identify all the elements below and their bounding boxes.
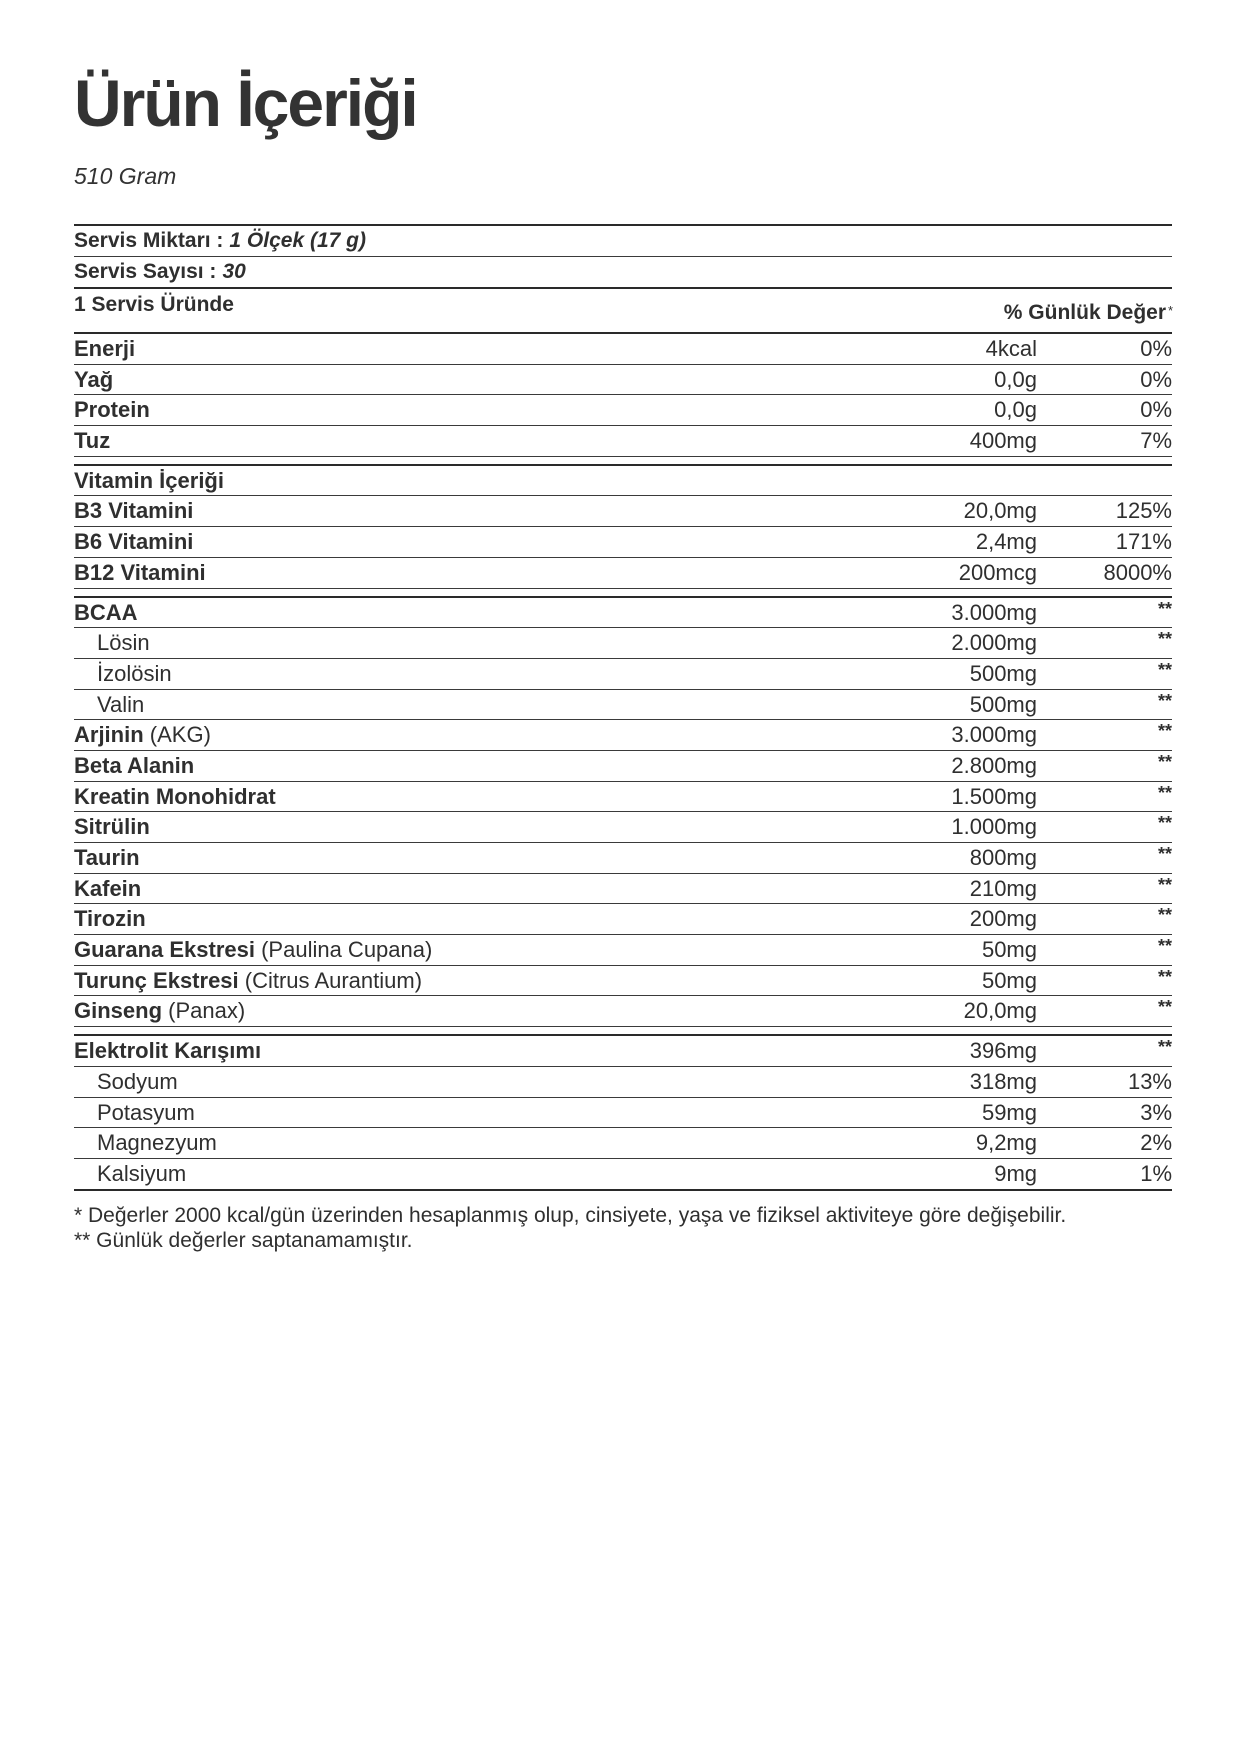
nutrient-daily-value: 2% — [1140, 1130, 1172, 1156]
nutrient-daily-value: ** — [1157, 813, 1172, 834]
section-heading-text: Vitamin İçeriği — [74, 467, 224, 493]
nutrient-row — [74, 426, 1172, 456]
nutrient-name-detail: (Paulina Cupana) — [254, 937, 433, 963]
group-gap — [74, 457, 1172, 464]
nutrient-name: Valin — [97, 691, 145, 717]
nutrient-name-bold: Sitrülin — [74, 814, 150, 840]
nutrient-daily-value: 0% — [1140, 397, 1172, 423]
serving-count-line — [74, 257, 1172, 287]
nutrient-name — [74, 1036, 261, 1066]
nutrient-row — [74, 628, 1172, 658]
nutrient-name-bold: Yağ — [74, 366, 114, 392]
nutrient-name — [74, 751, 194, 781]
nutrient-name-bold: Tirozin — [74, 906, 146, 932]
nutrient-amount: 800mg — [969, 845, 1037, 870]
nutrient-daily-value: ** — [1157, 659, 1172, 680]
nutrient-amount: 9mg — [994, 1160, 1037, 1186]
nutrient-daily-value: ** — [1157, 936, 1172, 957]
nutrient-daily-value: ** — [1157, 997, 1172, 1018]
nutrient-name — [74, 904, 146, 934]
group-gap — [74, 1027, 1172, 1034]
daily-value-header — [1003, 301, 1173, 325]
nutrient-name — [74, 598, 138, 628]
nutrient-name — [74, 996, 245, 1026]
nutrient-amount: 0,0g — [994, 397, 1037, 423]
nutrient-name — [74, 496, 193, 526]
footnote-line: * Değerler 2000 kcal/gün üzerinden hesaplanmış olup, cinsiyete, yaşa ve fiziksel aktiviteye göre değişebilir. — [74, 1203, 1067, 1227]
nutrient-name-bold: Kafein — [74, 875, 142, 901]
nutrient-daily-value: 171% — [1115, 529, 1172, 555]
nutrient-amount: 1.000mg — [951, 814, 1037, 840]
nutrient-name — [74, 334, 135, 364]
nutrient-name — [74, 843, 140, 873]
nutrient-row — [74, 1159, 1172, 1189]
nutrient-amount: 4kcal — [985, 336, 1037, 361]
nutrient-name — [74, 558, 206, 588]
nutrient-amount: 200mcg — [958, 559, 1037, 585]
nutrient-name-bold: Guarana Ekstresi — [74, 937, 255, 963]
nutrient-daily-value: ** — [1157, 721, 1172, 742]
serving-size-line — [74, 226, 1172, 256]
nutrient-daily-value: 3% — [1140, 1099, 1172, 1125]
nutrient-daily-value: ** — [1157, 782, 1172, 803]
nutrient-name-bold: Turunç Ekstresi — [74, 967, 239, 993]
nutrient-amount: 400mg — [969, 428, 1037, 454]
nutrient-row — [74, 935, 1172, 965]
nutrient-name: Magnezyum — [97, 1130, 217, 1156]
nutrient-daily-value: ** — [1157, 751, 1172, 772]
daily-value-header-label: % Günlük Değer — [1003, 301, 1166, 324]
page-title: Ürün İçeriği — [74, 66, 417, 140]
nutrient-row — [74, 365, 1172, 395]
serving-count-label: Servis Sayısı : — [74, 260, 217, 283]
nutrient-daily-value: 125% — [1115, 498, 1172, 524]
nutrient-name: Sodyum — [97, 1068, 178, 1094]
nutrient-amount: 500mg — [969, 660, 1037, 686]
nutrient-name-bold: Enerji — [74, 336, 136, 361]
nutrition-table — [74, 224, 1172, 1253]
nutrient-name-bold: Tuz — [74, 428, 111, 454]
nutrient-daily-value: ** — [1157, 844, 1172, 864]
nutrient-row — [74, 874, 1172, 904]
nutrient-amount: 500mg — [969, 691, 1037, 717]
nutrient-amount: 2,4mg — [975, 529, 1037, 555]
per-serving-header: 1 Servis Üründe — [74, 293, 234, 316]
nutrient-name-bold: Arjinin — [74, 722, 144, 748]
nutrient-row — [74, 395, 1172, 425]
nutrient-name — [74, 874, 141, 904]
nutrient-row — [74, 1098, 1172, 1128]
nutrient-daily-value: ** — [1157, 1037, 1172, 1058]
nutrient-daily-value: ** — [1157, 629, 1172, 650]
nutrient-row — [74, 720, 1172, 750]
nutrient-name — [74, 935, 432, 965]
nutrient-row — [74, 1128, 1172, 1158]
table-header — [74, 289, 1172, 332]
nutrient-name: Potasyum — [97, 1099, 195, 1125]
serving-size-value: 1 Ölçek (17 g) — [229, 229, 366, 252]
nutrient-name: Lösin — [97, 630, 150, 656]
section-heading-row — [74, 466, 1172, 496]
nutrient-name — [74, 395, 150, 425]
package-size: 510 Gram — [74, 163, 177, 189]
nutrient-amount: 1.500mg — [951, 783, 1037, 809]
nutrient-row — [74, 598, 1172, 628]
nutrient-row — [74, 812, 1172, 842]
nutrient-name-bold: B3 Vitamini — [74, 498, 194, 524]
nutrient-name — [74, 365, 113, 395]
nutrient-amount: 50mg — [981, 937, 1037, 963]
nutrient-name-detail: (AKG) — [143, 722, 211, 748]
nutrient-row — [74, 996, 1172, 1026]
nutrient-row — [74, 496, 1172, 526]
nutrient-groups — [74, 334, 1172, 1253]
nutrient-row — [74, 843, 1172, 873]
nutrient-name-detail: (Panax) — [162, 998, 246, 1024]
group-gap — [74, 589, 1172, 596]
nutrient-row — [74, 904, 1172, 934]
nutrient-name: Kalsiyum — [97, 1160, 187, 1186]
nutrient-amount: 2.000mg — [951, 630, 1037, 656]
nutrient-row — [74, 558, 1172, 588]
nutrient-name — [74, 782, 276, 812]
nutrient-name: İzolösin — [97, 660, 172, 686]
nutrient-row — [74, 527, 1172, 557]
nutrient-name-bold: Elektrolit Karışımı — [74, 1038, 262, 1064]
row-divider — [74, 1189, 1172, 1191]
nutrient-amount: 9,2mg — [975, 1130, 1037, 1156]
nutrient-amount: 20,0mg — [963, 498, 1037, 524]
footnote-line: ** Günlük değerler saptanamamıştır. — [74, 1228, 413, 1252]
nutrient-daily-value: ** — [1157, 874, 1172, 895]
nutrient-name-bold: Beta Alanin — [74, 752, 195, 778]
nutrient-row — [74, 690, 1172, 720]
nutrient-name-bold: BCAA — [74, 599, 138, 625]
nutrient-amount: 200mg — [969, 906, 1037, 932]
nutrient-daily-value: ** — [1157, 598, 1172, 619]
nutrient-name-detail: (Citrus Aurantium) — [238, 967, 423, 993]
nutrient-daily-value: ** — [1157, 690, 1172, 711]
nutrient-daily-value: 1% — [1140, 1160, 1172, 1186]
footnotes — [74, 1203, 1172, 1253]
nutrient-amount: 318mg — [969, 1068, 1037, 1094]
nutrient-amount: 59mg — [981, 1099, 1037, 1125]
nutrient-amount: 50mg — [981, 967, 1037, 993]
nutrient-name — [74, 426, 110, 456]
nutrient-amount: 0,0g — [994, 366, 1037, 392]
nutrient-row — [74, 334, 1172, 364]
nutrient-name-bold: B12 Vitamini — [74, 559, 206, 585]
nutrient-daily-value: ** — [1157, 905, 1172, 926]
nutrient-amount: 396mg — [969, 1038, 1037, 1064]
nutrient-amount: 3.000mg — [951, 599, 1037, 625]
nutrient-amount: 2.800mg — [951, 752, 1037, 778]
nutrient-amount: 3.000mg — [951, 722, 1037, 748]
nutrient-row — [74, 966, 1172, 996]
nutrient-daily-value: 7% — [1140, 428, 1172, 454]
nutrient-daily-value: ** — [1157, 966, 1172, 987]
serving-count-value: 30 — [222, 260, 246, 283]
daily-value-footnote-mark: * — [1167, 303, 1173, 318]
nutrient-row — [74, 751, 1172, 781]
section-heading — [74, 466, 224, 496]
nutrient-row — [74, 1036, 1172, 1066]
nutrient-name — [74, 527, 193, 557]
nutrient-name — [74, 720, 211, 750]
nutrient-name-bold: Protein — [74, 397, 150, 423]
nutrient-amount: 210mg — [969, 875, 1037, 901]
nutrient-daily-value: 8000% — [1103, 559, 1172, 585]
nutrient-daily-value: 0% — [1140, 336, 1172, 361]
nutrient-name — [74, 812, 150, 842]
nutrient-row — [74, 1067, 1172, 1097]
nutrient-name — [74, 966, 422, 996]
nutrient-amount: 20,0mg — [963, 998, 1037, 1024]
nutrient-row — [74, 659, 1172, 689]
nutrient-name-bold: Kreatin Monohidrat — [74, 783, 276, 809]
nutrient-daily-value: 13% — [1127, 1068, 1172, 1094]
nutrient-daily-value: 0% — [1140, 366, 1172, 392]
nutrient-name-bold: B6 Vitamini — [74, 529, 194, 555]
nutrient-row — [74, 782, 1172, 812]
nutrient-name-bold: Ginseng — [74, 998, 163, 1024]
nutrient-name-bold: Taurin — [74, 845, 140, 870]
serving-size-label: Servis Miktarı : — [74, 229, 224, 252]
